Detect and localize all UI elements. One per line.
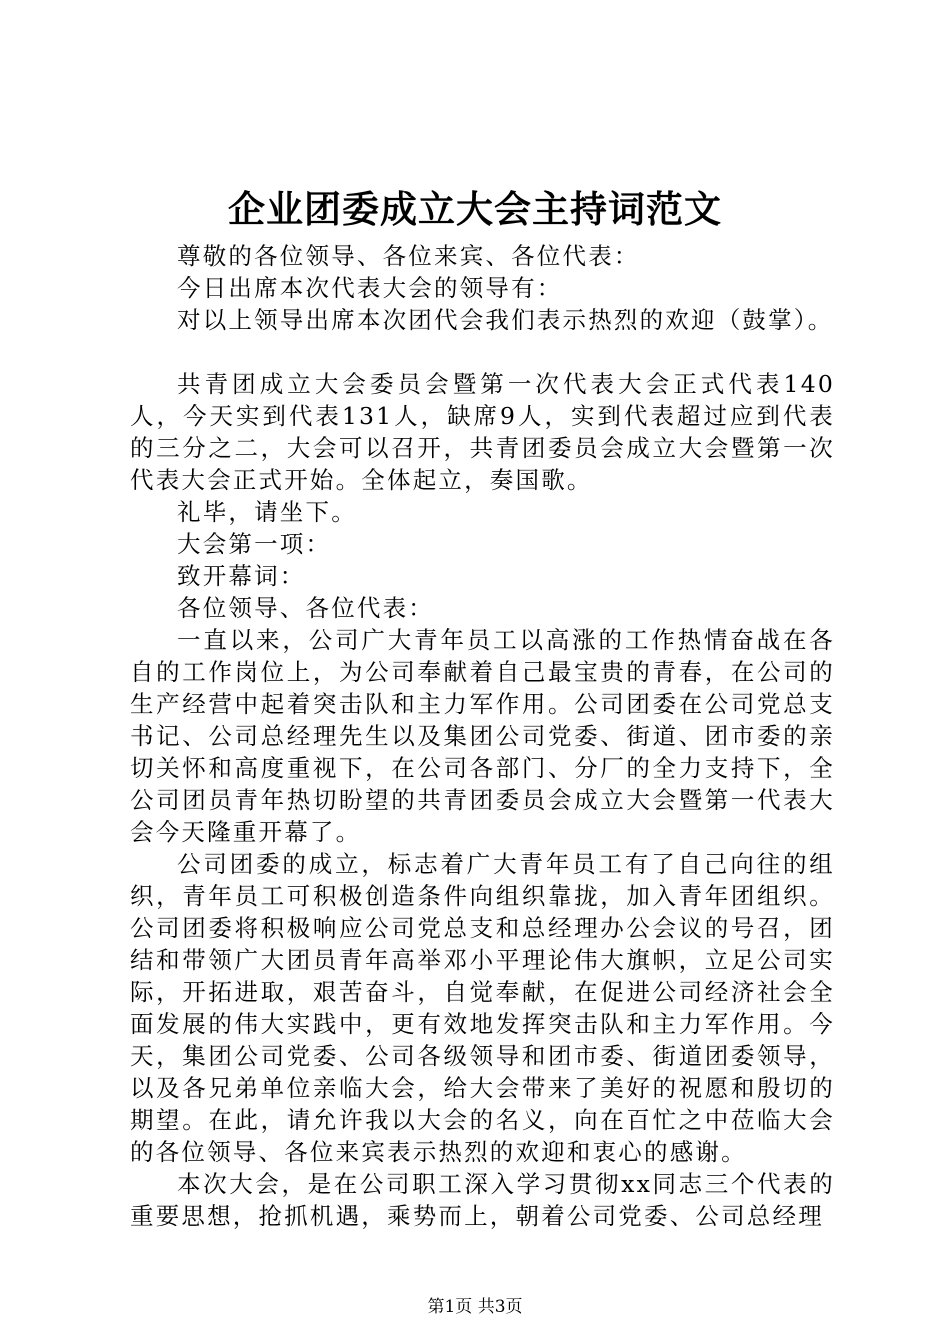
paragraph-attendance: 共青团成立大会委员会暨第一次代表大会正式代表140人，今天实到代表131人，缺席9人，实到代表超过应到代表的三分之二，大会可以召开，共青团委员会成立大会暨第一次代表大会正式开始。全体起立，奏国歌。 bbox=[130, 370, 835, 494]
paragraph-be-seated: 礼毕，请坐下。 bbox=[177, 498, 357, 526]
paragraph-leaders-present: 今日出席本次代表大会的领导有： bbox=[177, 274, 563, 302]
paragraph-body-2: 公司团委的成立，标志着广大青年员工有了自己向往的组织，青年员工可积极创造条件向组织靠拢，加入青年团组织。公司团委将积极响应公司党总支和总经理办公会议的号召，团结和带领广大团员青年高举邓小平理论伟大旗帜，立足公司实际，开拓进取，艰苦奋斗，自觉奉献，在促进公司经济社会全面发展的伟大实践中，更有效地发挥突击队和主力军作用。今天，集团公司党委、公司各级领导和团市委、街道团委领导，以及各兄弟单位亲临大会，给大会带来了美好的祝愿和殷切的期望。在此，请允许我以大会的名义，向在百忙之中莅临大会的各位领导、各位来宾表示热烈的欢迎和衷心的感谢。 bbox=[130, 850, 835, 1166]
document-title: 企业团委成立大会主持词范文 bbox=[228, 187, 722, 231]
paragraph-salutation: 各位领导、各位代表： bbox=[177, 594, 434, 622]
paragraph-body-1: 一直以来，公司广大青年员工以高涨的工作热情奋战在各自的工作岗位上，为公司奉献着自己最宝贵的青春，在公司的生产经营中起着突击队和主力军作用。公司团委在公司党总支书记、公司总经理先生以及集团公司党委、街道、团市委的亲切关怀和高度重视下，在公司各部门、分厂的全力支持下，全公司团员青年热切盼望的共青团委员会成立大会暨第一代表大会今天隆重开幕了。 bbox=[130, 626, 835, 846]
paragraph-body-3: 本次大会，是在公司职工深入学习贯彻xx同志三个代表的重要思想，抢抓机遇，乘势而上，朝着公司党委、公司总经理 bbox=[130, 1170, 835, 1230]
paragraph-opening-speech: 致开幕词： bbox=[177, 562, 306, 590]
document-body bbox=[130, 240, 835, 1232]
paragraph-agenda-item-one: 大会第一项： bbox=[177, 530, 332, 558]
paragraph-spacer bbox=[130, 336, 835, 368]
page-footer: 第1页 共3页 bbox=[427, 1297, 523, 1317]
paragraph-greeting: 尊敬的各位领导、各位来宾、各位代表： bbox=[177, 242, 640, 270]
paragraph-welcome: 对以上领导出席本次团代会我们表示热烈的欢迎（鼓掌）。 bbox=[177, 306, 834, 334]
